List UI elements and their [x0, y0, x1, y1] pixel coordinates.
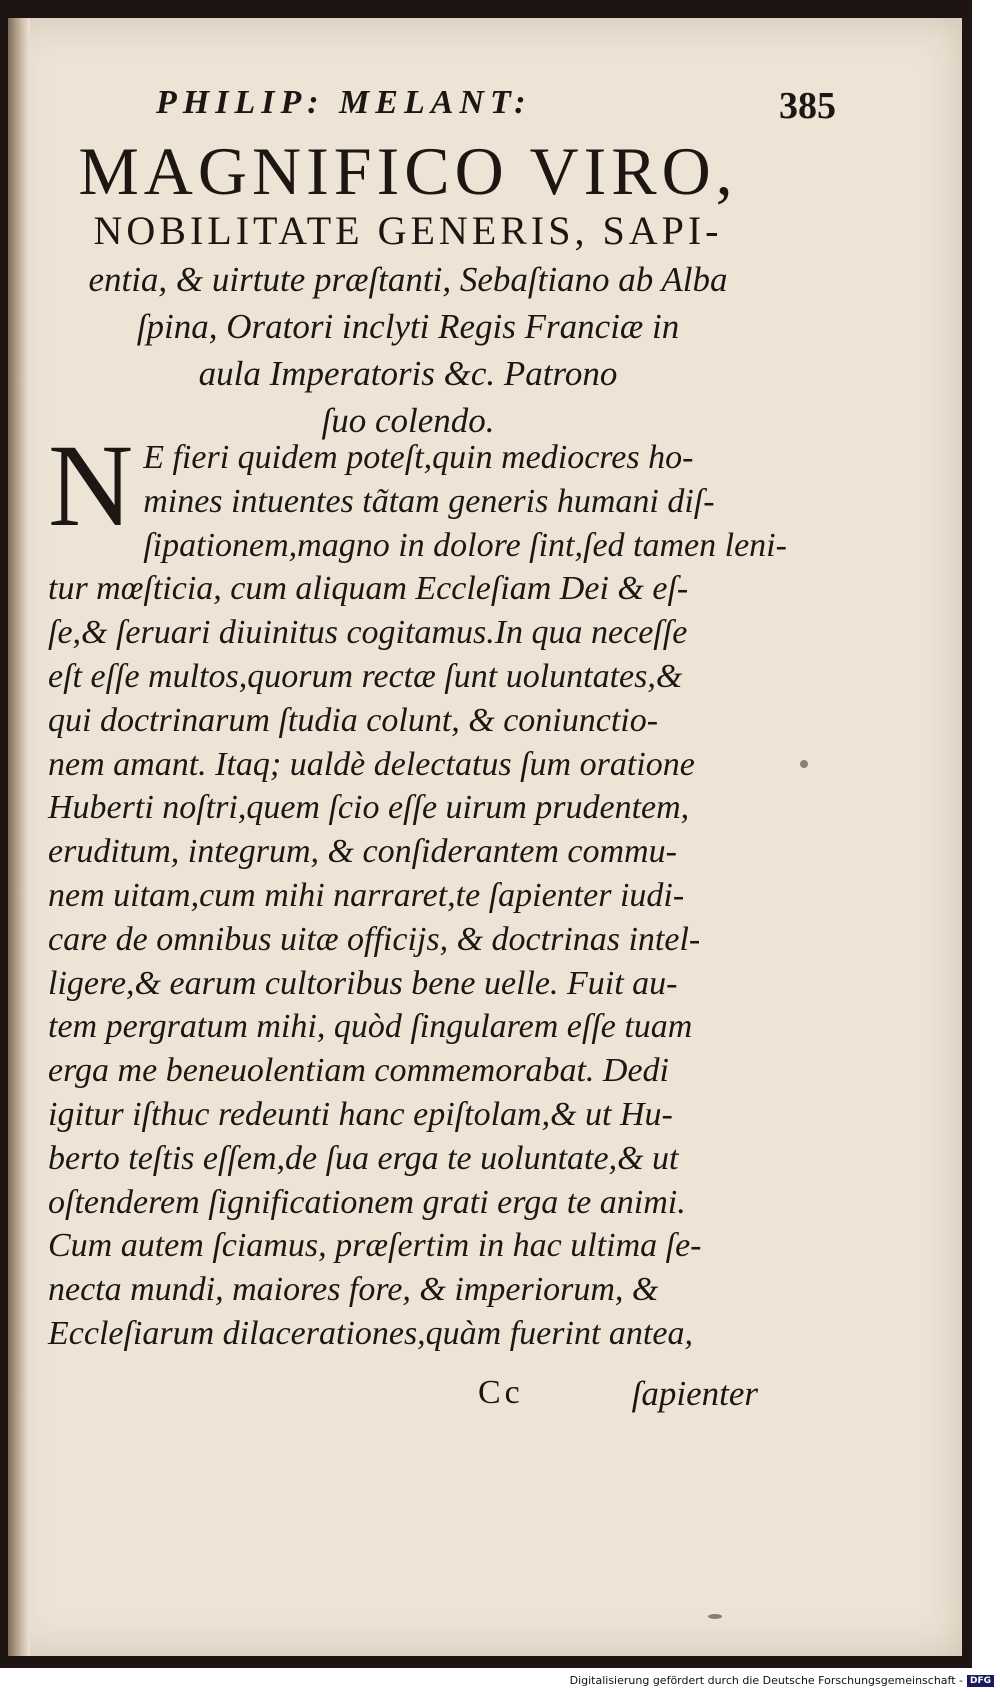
body-line: Eccleſiarum dilacerationes,quàm fuerint antea, [48, 1314, 693, 1352]
body-line: ſe,& ſeruari diuinitus cogitamus.In qua neceſſe [48, 614, 688, 652]
ink-spot [800, 760, 808, 768]
body-line: qui doctrinarum ſtudia colunt, & coniunctio- [48, 701, 659, 739]
heading-line-3: entia, & uirtute præſtanti, Sebaſtiano ab Alba [88, 260, 728, 299]
body-line: tem pergratum mihi, quòd ſingularem eſſe tuam [48, 1008, 693, 1046]
body-line: Cum autem ſciamus, præſertim in hac ultima ſe- [48, 1227, 702, 1265]
body-line: nem uitam,cum mihi narraret,te ſapienter iudi- [48, 876, 685, 914]
catchword: ſapienter [631, 1374, 758, 1413]
dedication-heading [48, 133, 768, 444]
running-head [156, 84, 836, 134]
body-line: eſt eſſe multos,quorum rectæ ſunt uoluntates,& [48, 657, 683, 695]
body-line: erga me beneuolentiam commemorabat. Dedi [48, 1052, 669, 1090]
body-line: ſipationem,magno in dolore ſint,ſed tamen leni- [143, 526, 787, 564]
page-number: 385 [779, 85, 836, 127]
heading-line-4: ſpina, Oratori inclyti Regis Franciæ in [136, 307, 680, 346]
heading-line-5: aula Imperatoris &c. Patrono [198, 354, 618, 393]
digitization-footer [570, 1674, 994, 1687]
body-line: E fieri quidem poteſt,quin mediocres ho- [143, 439, 694, 476]
body-line: nem amant. Itaq; ualdè delectatus ſum oratione [48, 745, 695, 783]
body-line: igitur iſthuc redeunti hanc epiſtolam,& ut Hu- [48, 1095, 673, 1133]
drop-cap: N [48, 420, 134, 551]
body-line: Huberti noſtri,quem ſcio eſſe uirum prudentem, [48, 789, 690, 827]
page-gutter [8, 18, 30, 1656]
body-line: necta mundi, maiores fore, & imperiorum, & [48, 1271, 659, 1309]
signature-mark: Cc [478, 1374, 524, 1411]
footer-text: Digitalisierung gefördert durch die Deutsche Forschungsgemeinschaft - [569, 1674, 963, 1687]
body-line: mines intuentes tãtam generis humani diſ- [143, 482, 715, 520]
heading-line-6: ſuo colendo. [321, 401, 495, 440]
heading-line-2: NOBILITATE GENERIS, SAPI- [93, 208, 723, 253]
body-line: care de omnibus uitæ officijs, & doctrinas intel- [48, 920, 701, 958]
catch-line [478, 1374, 758, 1424]
running-head-title: PHILIP: MELANT: [156, 84, 532, 121]
book-page [8, 18, 962, 1656]
heading-line-1: MAGNIFICO VIRO, [78, 133, 738, 209]
body-line: berto teſtis eſſem,de ſua erga te uoluntate,& ut [48, 1139, 679, 1177]
body-line: eruditum, integrum, & conſiderantem commu- [48, 833, 677, 871]
body-line: ligere,& earum cultoribus bene uelle. Fuit au- [48, 964, 678, 1002]
dfg-logo: DFG [967, 1675, 994, 1687]
body-line: oſtenderem ſignificationem grati erga te animi. [48, 1183, 686, 1221]
body-line: tur mœſticia, cum aliquam Eccleſiam Dei & eſ- [48, 570, 689, 608]
ink-spot [708, 1614, 722, 1619]
